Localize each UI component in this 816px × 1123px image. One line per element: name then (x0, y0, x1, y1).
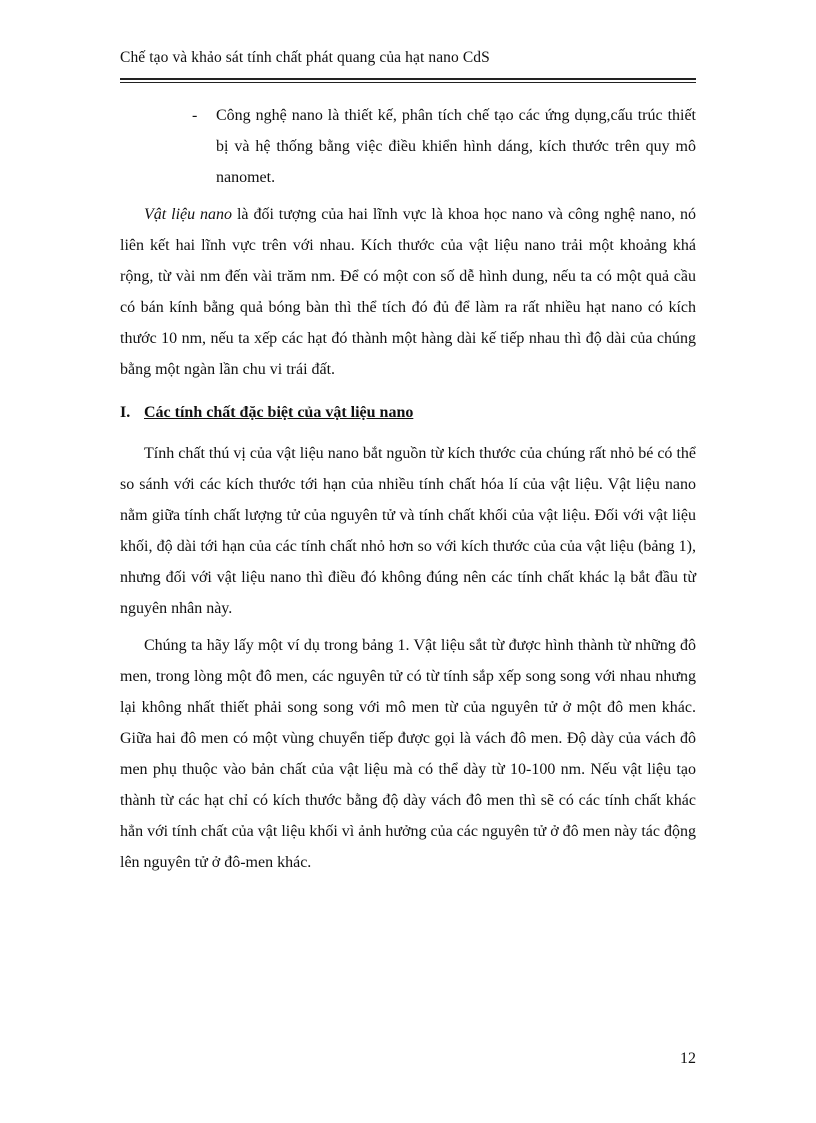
header-rule-thin (120, 82, 696, 83)
page-body (120, 100, 696, 878)
italic-term: Vật liệu nano (144, 206, 233, 223)
section-title: Các tính chất đặc biệt của vật liệu nano (144, 404, 414, 421)
bullet-item (120, 100, 696, 193)
section-heading (120, 397, 696, 428)
paragraph-nano-materials (120, 199, 696, 385)
bullet-text: Công nghệ nano là thiết kế, phân tích chế tạo các ứng dụng,cấu trúc thiết bị và hệ thống bằng việc điều khiển hình dáng, kích thước trên quy mô nanomet. (216, 107, 696, 186)
running-header: Chế tạo và khảo sát tính chất phát quang của hạt nano CdS (120, 49, 490, 66)
page-number: 12 (680, 1050, 696, 1067)
bullet-dash: - (192, 107, 198, 124)
paragraph-example: Chúng ta hãy lấy một ví dụ trong bảng 1. Vật liệu sắt từ được hình thành từ những đô men, trong lòng một đô men, các nguyên tử có từ tính sắp xếp song song với nhau nhưng lại không nhất thiết phải song song với mô men từ của nguyên tử ở một đô men khác. Giữa hai đô men có một vùng chuyển tiếp được gọi là vách đô men. Độ dày của vách đô men phụ thuộc vào bản chất của vật liệu mà có thể dày từ 10-100 nm. Nếu vật liệu tạo thành từ các hạt chỉ có kích thước bằng độ dày vách đô men thì sẽ có các tính chất khác hẳn với tính chất của vật liệu khối vì ảnh hưởng của các nguyên tử ở đô men này tác động lên nguyên tử ở đô-men khác. (120, 637, 696, 871)
section-number: I. (120, 404, 131, 421)
paragraph-properties: Tính chất thú vị của vật liệu nano bắt nguồn từ kích thước của chúng rất nhỏ bé có thể so sánh với các kích thước tới hạn của nhiều tính chất hóa lí của vật liệu. Vật liệu nano nằm giữa tính chất lượng tử của nguyên tử và tính chất khối của vật liệu. Đối với vật liệu khối, độ dài tới hạn của các tính chất nhỏ hơn so với kích thước của của vật liệu (bảng 1), nhưng đối với vật liệu nano thì điều đó không đúng nên các tính chất khác lạ bắt đầu từ nguyên nhân này. (120, 445, 696, 617)
paragraph-text: là đối tượng của hai lĩnh vực là khoa học nano và công nghệ nano, nó liên kết hai lĩnh vực trên với nhau. Kích thước của vật liệu nano trải một khoảng khá rộng, từ vài nm đến vài trăm nm. Để có một con số dễ hình dung, nếu ta có một quả cầu có bán kính bằng quả bóng bàn thì thể tích đó đủ để làm ra rất nhiều hạt nano có kích thước 10 nm, nếu ta xếp các hạt đó thành một hàng dài kế tiếp nhau thì độ dài của chúng bằng một ngàn lần chu vi trái đất. (120, 206, 696, 378)
header-rule-thick (120, 78, 696, 80)
